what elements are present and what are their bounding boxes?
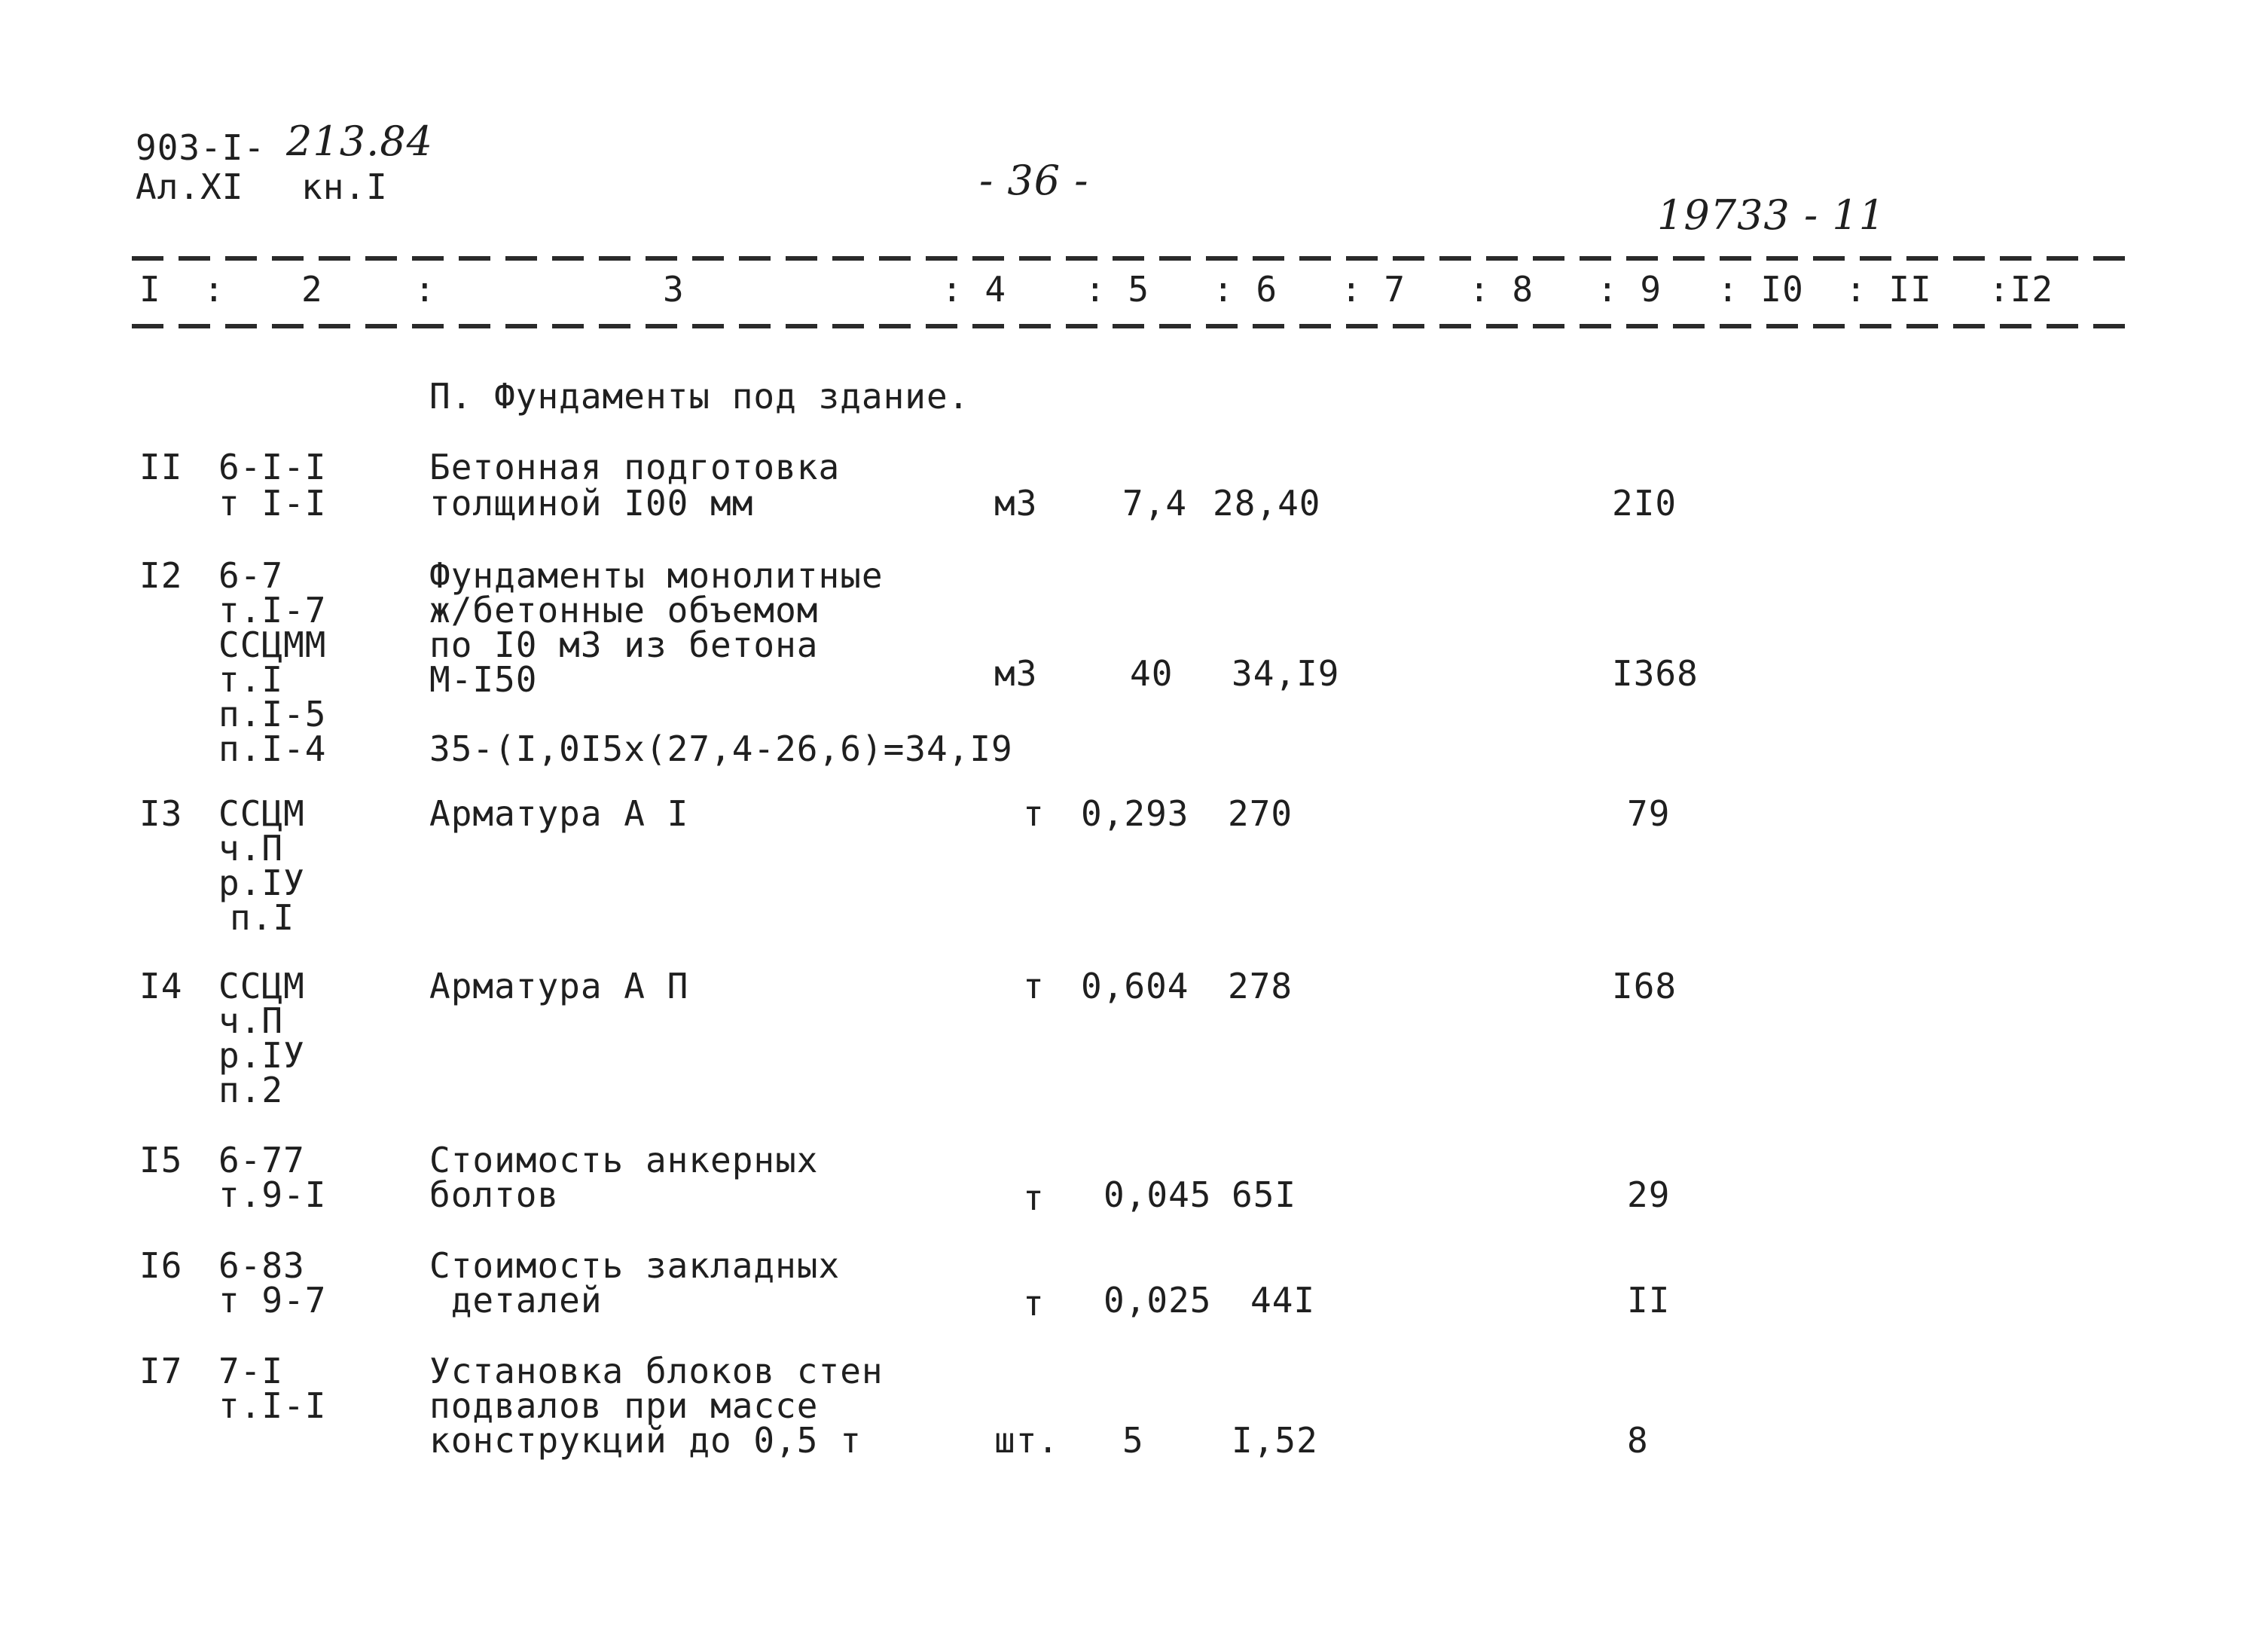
- unit-price: 65I: [1232, 1174, 1297, 1215]
- quantity: 0,045: [1103, 1174, 1212, 1215]
- doc-number-handwritten: 213.84: [286, 118, 433, 165]
- work-name: Стоимость анкерных: [429, 1140, 819, 1180]
- norm-code: р.IУ: [218, 863, 305, 903]
- norm-code: 6-I-I: [218, 447, 327, 487]
- work-name: деталей: [429, 1280, 603, 1321]
- row-number: I7: [139, 1351, 183, 1391]
- unit: м3: [994, 483, 1038, 524]
- unit: т: [1023, 966, 1045, 1006]
- quantity: 0,604: [1081, 966, 1189, 1006]
- col-num-1: I: [139, 269, 161, 310]
- quantity: 0,293: [1081, 793, 1189, 834]
- total-cost: 79: [1627, 793, 1671, 834]
- total-cost: 8: [1627, 1420, 1649, 1461]
- work-name: Бетонная подготовка: [429, 447, 841, 487]
- norm-code: т.I-7: [218, 590, 327, 631]
- calc-formula: 35-(I,0I5х(27,4-26,6)=34,I9: [429, 728, 1013, 769]
- norm-code: ССЦМ: [218, 966, 305, 1006]
- unit-price: 34,I9: [1232, 653, 1340, 694]
- unit: т: [1023, 793, 1045, 834]
- total-cost: 29: [1627, 1174, 1671, 1215]
- unit: шт.: [994, 1420, 1060, 1461]
- work-name: Стоимость закладных: [429, 1245, 841, 1286]
- work-name: ж/бетонные объемом: [429, 590, 819, 631]
- row-number: I5: [139, 1140, 183, 1180]
- unit: м3: [994, 653, 1038, 694]
- work-name: Арматура А П: [429, 966, 689, 1006]
- norm-code: 6-83: [218, 1245, 305, 1286]
- norm-code: п.I-4: [218, 728, 327, 769]
- work-name: толщиной I00 мм: [429, 483, 754, 524]
- row-number: I6: [139, 1245, 183, 1286]
- top-dashed-rule: [132, 256, 2135, 261]
- total-cost: I368: [1612, 653, 1699, 694]
- work-name: М-I50: [429, 659, 538, 700]
- unit-price: 278: [1228, 966, 1293, 1006]
- col-num-7: : 7: [1341, 269, 1406, 310]
- unit-price: 28,40: [1213, 483, 1321, 524]
- bottom-dashed-rule: [132, 324, 2135, 328]
- col-num-8: : 8: [1469, 269, 1534, 310]
- unit-price: 270: [1228, 793, 1293, 834]
- norm-code: т.9-I: [218, 1174, 327, 1215]
- col-num-2: 2: [301, 269, 323, 310]
- col-num-6: : 6: [1213, 269, 1278, 310]
- work-name: подвалов при массе: [429, 1385, 819, 1426]
- norm-code: т.I: [218, 659, 284, 700]
- col-num-3: 3: [663, 269, 685, 310]
- page-number: - 36 -: [979, 157, 1089, 204]
- norm-code: ССЦММ: [218, 625, 327, 665]
- book-label: кн.I: [301, 166, 388, 207]
- quantity: 40: [1130, 653, 1174, 694]
- row-number: I4: [139, 966, 183, 1006]
- norm-code: ч.П: [218, 828, 284, 869]
- row-number: I3: [139, 793, 183, 834]
- unit: т: [1023, 1177, 1045, 1218]
- norm-code: ССЦМ: [218, 793, 305, 834]
- work-name: Арматура А I: [429, 793, 689, 834]
- work-name: по I0 м3 из бетона: [429, 625, 819, 665]
- norm-code: т.I-I: [218, 1385, 327, 1426]
- work-name: Установка блоков стен: [429, 1351, 884, 1391]
- norm-code: п.I-5: [218, 694, 327, 734]
- doc-number-prefix: 903-I-: [136, 127, 266, 168]
- col-num-12: :I2: [1989, 269, 2054, 310]
- norm-code: 6-77: [218, 1140, 305, 1180]
- work-name: конструкций до 0,5 т: [429, 1420, 862, 1461]
- total-cost: II: [1627, 1280, 1671, 1321]
- col-num-9: : 9: [1597, 269, 1662, 310]
- work-name: болтов: [429, 1174, 560, 1215]
- work-name: Фундаменты монолитные: [429, 555, 884, 596]
- norm-code: 6-7: [218, 555, 284, 596]
- col-num-4: : 4: [942, 269, 1007, 310]
- quantity: 5: [1122, 1420, 1144, 1461]
- norm-code: п.I: [230, 897, 295, 938]
- norm-code: ч.П: [218, 1000, 284, 1041]
- row-number: I2: [139, 555, 183, 596]
- total-cost: I68: [1612, 966, 1677, 1006]
- unit: т: [1023, 1283, 1045, 1324]
- norm-code: т I-I: [218, 483, 327, 524]
- col-sep: :: [414, 269, 436, 310]
- total-cost: 2I0: [1612, 483, 1677, 524]
- doc-code-handwritten: 19733 - 11: [1657, 191, 1886, 239]
- col-sep: :: [203, 269, 225, 310]
- col-num-10: : I0: [1717, 269, 1804, 310]
- col-num-11: : II: [1845, 269, 1932, 310]
- norm-code: р.IУ: [218, 1035, 305, 1076]
- norm-code: 7-I: [218, 1351, 284, 1391]
- unit-price: 44I: [1250, 1280, 1316, 1321]
- norm-code: п.2: [218, 1070, 284, 1110]
- row-number: II: [139, 447, 183, 487]
- unit-price: I,52: [1232, 1420, 1318, 1461]
- album-label: Ал.XI: [136, 166, 244, 207]
- quantity: 0,025: [1103, 1280, 1212, 1321]
- norm-code: т 9-7: [218, 1280, 327, 1321]
- quantity: 7,4: [1122, 483, 1188, 524]
- col-num-5: : 5: [1085, 269, 1150, 310]
- section-title: П. Фундаменты под здание.: [429, 376, 970, 417]
